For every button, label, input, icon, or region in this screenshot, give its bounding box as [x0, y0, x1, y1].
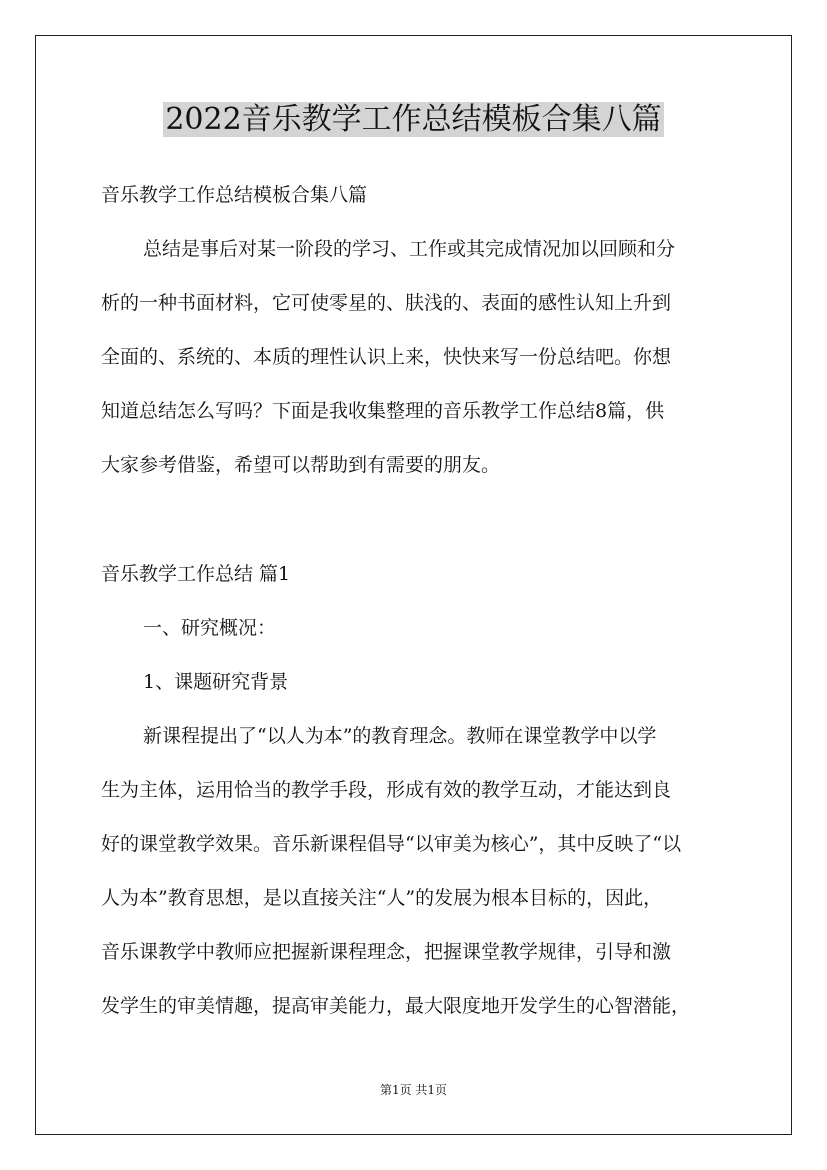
body-line: 生为主体，运用恰当的教学手段，形成有效的教学互动，才能达到良	[101, 779, 672, 801]
body-line: 人为本”教育思想，是以直接关注“人”的发展为根本目标的，因此，	[101, 887, 663, 909]
document-title-text: 2022音乐教学工作总结模板合集八篇	[165, 102, 662, 137]
intro-line: 大家参考借鉴，希望可以帮助到有需要的朋友。	[101, 454, 501, 476]
intro-line: 总结是事后对某一阶段的学习、工作或其完成情况加以回顾和分	[143, 238, 676, 260]
intro-line: 全面的、系统的、本质的理性认识上来，快快来写一份总结吧。你想	[101, 346, 672, 368]
section-heading: 音乐教学工作总结 篇1	[101, 563, 291, 585]
body-line: 新课程提出了“以人为本”的教育理念。教师在课堂教学中以学	[143, 725, 657, 747]
subheading-research-overview: 一、研究概况：	[143, 617, 277, 639]
intro-line: 知道总结怎么写吗？下面是我收集整理的音乐教学工作总结8篇，供	[101, 400, 665, 422]
page-footer: 第1页 共1页	[379, 1083, 448, 1097]
body-line: 发学生的审美情趣，提高审美能力，最大限度地开发学生的心智潜能，	[101, 995, 691, 1017]
intro-line: 析的一种书面材料，它可使零星的、肤浅的、表面的感性认知上升到	[101, 292, 672, 314]
subheading-research-background: 1、课题研究背景	[143, 671, 289, 693]
document-title	[0, 100, 827, 140]
body-line: 音乐课教学中教师应把握新课程理念，把握课堂教学规律，引导和激	[101, 941, 672, 963]
document-subtitle: 音乐教学工作总结模板合集八篇	[101, 184, 368, 206]
body-line: 好的课堂教学效果。音乐新课程倡导“以审美为核心”，其中反映了“以	[101, 833, 682, 855]
